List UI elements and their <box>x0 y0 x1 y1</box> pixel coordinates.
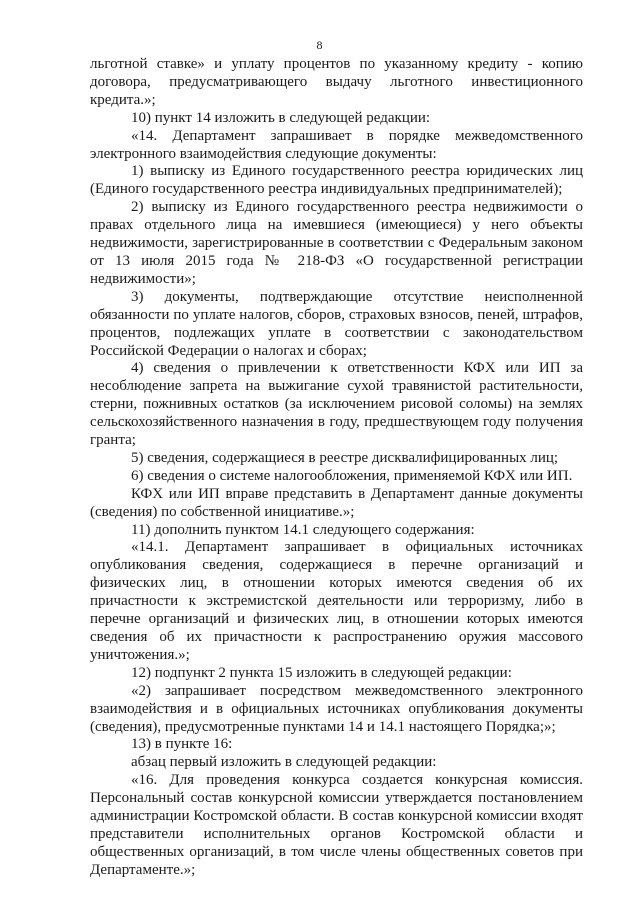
paragraph: 4) сведения о привлечении к ответственности КФХ или ИП за несоблюдение запрета на выжигание сухой травянистой растительности, стерни, пожнивных остатков (за исключением рисовой соломы) на землях сельскохозяйственного назначения в году, предшествующем году получения гранта; <box>90 360 583 449</box>
document-body <box>90 56 583 880</box>
paragraph: 3) документы, подтверждающие отсутствие неисполненной обязанности по уплате налогов, сборов, страховых взносов, пеней, штрафов, процентов, подлежащих уплате в соответствии с законодательством Российской Федерации о налогах и сборах; <box>90 288 583 359</box>
paragraph: 2) выписку из Единого государственного реестра недвижимости о правах отдельного лица на имевшиеся (имеющиеся) у него объекты недвижимости, зарегистрированные в соответствии с Федеральным законом от 13 июля 2015 года № 218-ФЗ «О государственной регистрации недвижимости»; <box>90 199 583 287</box>
paragraph: «14. Департамент запрашивает в порядке межведомственного электронного взаимодействия следующие документы: <box>90 127 583 162</box>
page-number: 8 <box>316 38 323 52</box>
paragraph: 13) в пункте 16: <box>131 736 233 753</box>
paragraph: абзац первый изложить в следующей редакции: <box>131 754 437 771</box>
paragraph: «16. Для проведения конкурса создается конкурсная комиссия. Персональный состав конкурсной комиссии утверждается постановлением администрации Костромской области. В состав конкурсной комиссии входят представители исполнительных органов Костромской области и общественных организаций, в том числе члены общественных советов при Департаменте.»; <box>90 772 583 878</box>
paragraph: 11) дополнить пунктом 14.1 следующего содержания: <box>131 521 475 538</box>
paragraph: «2) запрашивает посредством межведомственного электронного взаимодействия и в официальных источниках опубликования документы (сведения), предусмотренные пунктами 14 и 14.1 настоящего Порядка;»; <box>90 682 583 735</box>
paragraph: 5) сведения, содержащиеся в реестре дисквалифицированных лиц; <box>131 449 559 466</box>
paragraph: 6) сведения о системе налогообложения, применяемой КФХ или ИП. <box>131 467 573 484</box>
paragraph: КФХ или ИП вправе представить в Департамент данные документы (сведения) по собственной инициативе.»; <box>90 485 583 520</box>
paragraph: 12) подпункт 2 пункта 15 изложить в следующей редакции: <box>131 664 512 681</box>
paragraph: «14.1. Департамент запрашивает в официальных источниках опубликования сведения, содержащиеся в перечне организаций и физических лиц, в отношении которых имеются сведения об их причастности к экстремистской деятельности или терроризму, либо в перечне организаций и физических лиц, в отношении которых имеются сведения об их причастности к распространению оружия массового уничтожения.»; <box>90 539 583 663</box>
paragraph: 1) выписку из Единого государственного реестра юридических лиц (Единого государственного реестра индивидуальных предпринимателей); <box>90 163 583 198</box>
paragraph: 10) пункт 14 изложить в следующей редакции: <box>131 109 431 126</box>
paragraph: льготной ставке» и уплату процентов по указанному кредиту - копию договора, предусматривающего выдачу льготного инвестиционного кредита.»; <box>90 56 583 108</box>
